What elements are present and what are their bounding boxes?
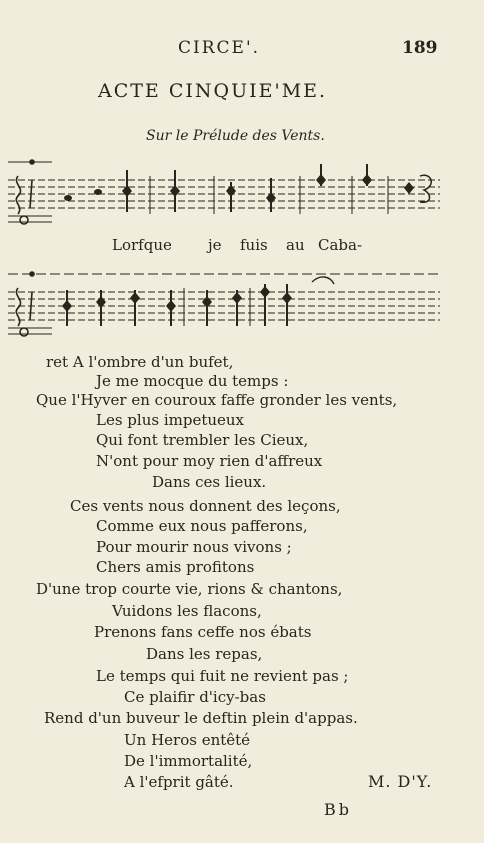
page-number: 189 bbox=[402, 38, 438, 58]
verse-line: A l'efprit gâté. bbox=[124, 773, 234, 791]
lyric-word: Lorfque bbox=[112, 236, 172, 254]
verse-line: De l'immortalité, bbox=[124, 752, 253, 770]
author-signature: M. D'Y. bbox=[368, 772, 433, 791]
signature-mark: Bb bbox=[324, 800, 352, 819]
notes bbox=[64, 164, 431, 212]
verse-line: Ces vents nous donnent des leçons, bbox=[70, 497, 341, 515]
clef-glyphs bbox=[16, 160, 34, 224]
lyric-word: je bbox=[208, 236, 222, 254]
verse-line: Pour mourir nous vivons ; bbox=[96, 538, 292, 556]
lyric-word: Caba- bbox=[318, 236, 363, 254]
notes bbox=[62, 277, 334, 326]
verse-line: Les plus impetueux bbox=[96, 411, 245, 429]
verse-line: ret A l'ombre d'un bufet, bbox=[46, 353, 234, 371]
verse-line: Qui font trembler les Cieux, bbox=[96, 431, 309, 449]
verse-line: Prenons fans ceffe nos ébats bbox=[94, 623, 312, 641]
verse-line: Je me mocque du temps : bbox=[96, 372, 289, 390]
verse-line: N'ont pour moy rien d'affreux bbox=[96, 452, 323, 470]
section-title: Sur le Prélude des Vents. bbox=[146, 128, 325, 144]
verse-line: Chers amis profitons bbox=[96, 558, 255, 576]
running-title: CIRCE'. bbox=[178, 38, 261, 58]
lyric-word: au bbox=[286, 236, 305, 254]
verse-line: Dans les repas, bbox=[146, 645, 263, 663]
verse-line: Rend d'un buveur le deftin plein d'appas. bbox=[44, 709, 358, 727]
verse-line: Comme eux nous pafferons, bbox=[96, 517, 308, 535]
verse-line: Vuidons les flacons, bbox=[112, 602, 262, 620]
verse-line: Un Heros entêté bbox=[124, 731, 251, 749]
verse-line: Dans ces lieux. bbox=[152, 473, 267, 491]
music-staff-1 bbox=[0, 158, 484, 232]
verse-line: Le temps qui fuit ne revient pas ; bbox=[96, 667, 349, 685]
lyric-word: fuis bbox=[240, 236, 268, 254]
verse-line: Que l'Hyver en couroux faffe gronder les vents, bbox=[36, 391, 398, 409]
act-title: ACTE CINQUIE'ME. bbox=[98, 80, 328, 102]
music-staff-2 bbox=[0, 262, 484, 344]
clef-glyphs bbox=[16, 272, 34, 336]
verse-line: Ce plaifir d'icy-bas bbox=[124, 688, 266, 706]
verse-line: D'une trop courte vie, rions & chantons, bbox=[36, 580, 343, 598]
